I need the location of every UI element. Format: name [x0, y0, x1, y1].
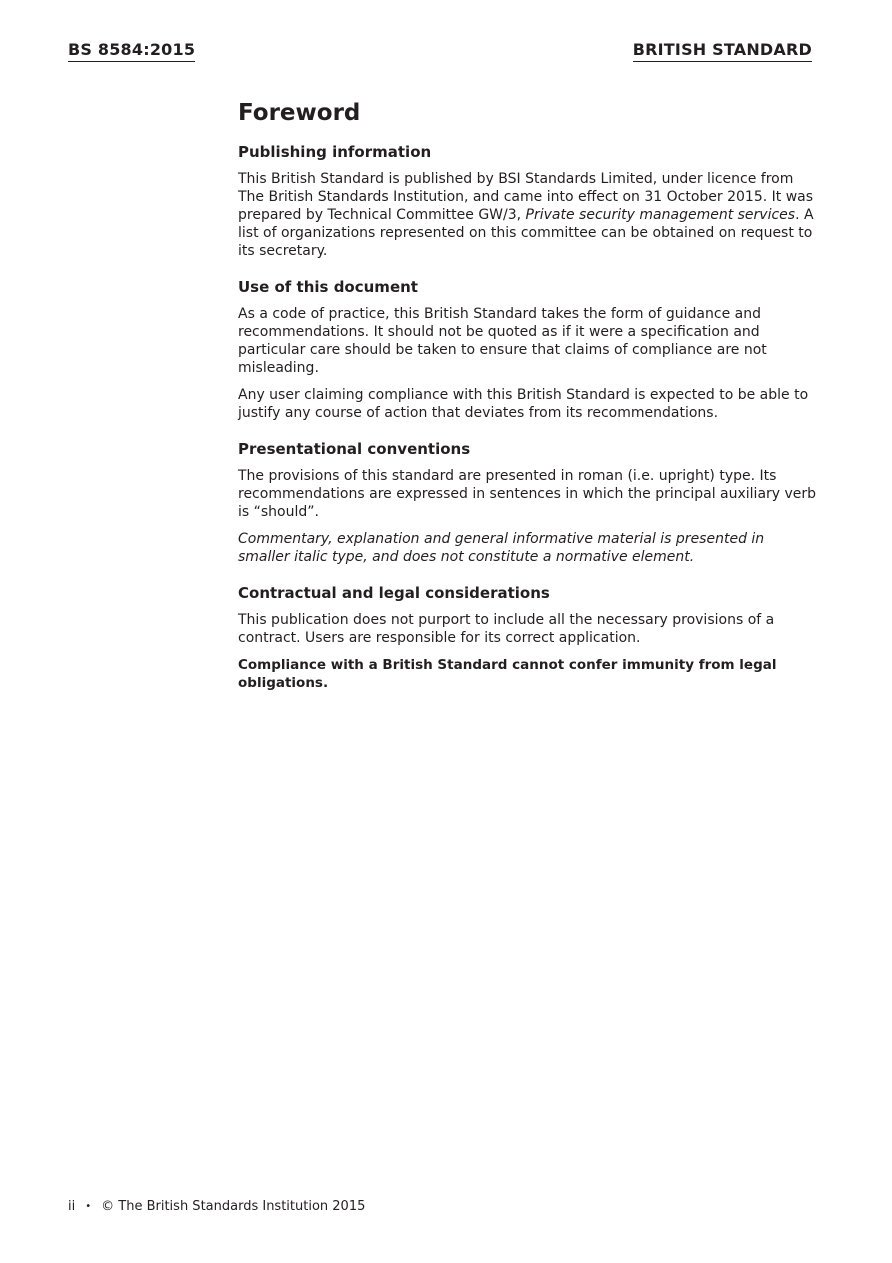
legal-paragraph-1: This publication does not purport to include all the necessary provisions of a contract. Users are responsible for its correct application. [238, 612, 775, 646]
page-title: Foreword [238, 100, 361, 126]
document-code: BS 8584:2015 [68, 40, 195, 62]
publishing-heading: Publishing information [238, 143, 432, 161]
foreword-content [238, 98, 818, 709]
committee-name: Private security management services [525, 207, 796, 223]
legal-heading: Contractual and legal considerations [238, 584, 550, 602]
document-type: BRITISH STANDARD [633, 40, 812, 62]
conventions-section [238, 439, 818, 566]
use-paragraph-1: As a code of practice, this British Standard takes the form of guidance and recommendations. It should not be quoted as if it were a specification and particular care should be taken to ensure that claims of compliance are not misleading. [238, 306, 767, 376]
legal-section [238, 583, 818, 692]
conventions-paragraph-2: Commentary, explanation and general informative material is presented in smaller italic type, and does not constitute a normative element. [238, 531, 765, 565]
page-number: ii [68, 1199, 76, 1214]
use-paragraph-2: Any user claiming compliance with this British Standard is expected to be able to justify any course of action that deviates from its recommendations. [238, 387, 809, 421]
conventions-heading: Presentational conventions [238, 440, 471, 458]
legal-paragraph-2: Compliance with a British Standard cannot confer immunity from legal obligations. [238, 657, 777, 691]
copyright-notice: © The British Standards Institution 2015 [101, 1199, 366, 1214]
use-section [238, 277, 818, 422]
conventions-paragraph-1: The provisions of this standard are presented in roman (i.e. upright) type. Its recommendations are expressed in sentences in which the principal auxiliary verb is “should”. [238, 468, 817, 520]
page-footer [68, 1199, 365, 1214]
publishing-text-after: . A list of organizations represented on this committee can be obtained on request to its secretary. [238, 207, 814, 259]
bullet-separator: • [85, 1201, 92, 1212]
publishing-paragraph [238, 170, 818, 260]
publishing-text-before: This British Standard is published by BSI Standards Limited, under licence from The British Standards Institution, and came into effect on 31 October 2015. It was prepared by Technical Committee GW/3, [238, 171, 814, 223]
publishing-section [238, 142, 818, 260]
use-heading: Use of this document [238, 278, 418, 296]
